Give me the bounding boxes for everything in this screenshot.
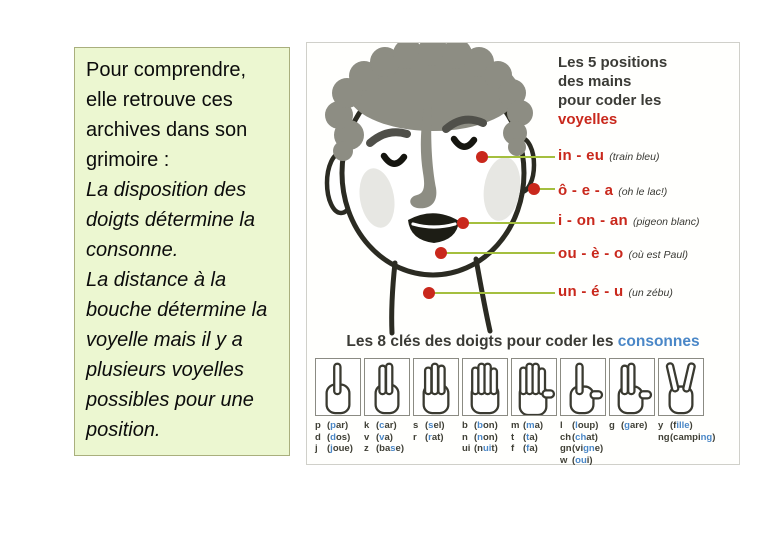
vowel-position-row (558, 182, 667, 200)
hand-key-entry (560, 455, 606, 467)
vowels-title-line: Les 5 positions (558, 54, 668, 71)
hand-shape-index-up-icon (316, 360, 360, 415)
hand-card (560, 358, 606, 466)
hand-card (413, 358, 459, 466)
hand-key-entry (658, 420, 704, 432)
hand-shape-box (609, 358, 655, 416)
hand-shape-index-thumb-icon (561, 360, 605, 415)
hand-word: (sel) (425, 420, 445, 431)
hand-key-entry (462, 420, 508, 432)
hand-key-entry (364, 420, 410, 432)
vowel-label: i - on - an (558, 212, 628, 229)
hand-labels (462, 420, 508, 455)
hand-labels (560, 420, 606, 466)
hand-key-entry (315, 432, 361, 444)
vowels-title-line: des mains (558, 73, 632, 90)
hand-card (364, 358, 410, 466)
hand-shape-four-fingers-icon (463, 360, 507, 415)
hand-labels (413, 420, 459, 443)
hand-key: g (609, 420, 615, 431)
vowel-hint: (un zébu) (628, 287, 673, 299)
hand-word: (oui) (572, 454, 593, 466)
hand-key: w (560, 454, 568, 466)
hand-key-entry (560, 420, 606, 432)
vowel-label: in - eu (558, 147, 605, 164)
hand-shape-box (315, 358, 361, 416)
hand-card (315, 358, 361, 466)
vowels-title-accent: voyelles (558, 111, 618, 128)
hand-shape-box (560, 358, 606, 416)
hand-shape-two-fingers-icon (365, 360, 409, 415)
hand-key-entry (560, 432, 606, 444)
hand-key-entry (609, 420, 655, 432)
hand-key-entry (364, 443, 410, 455)
hand-word: (nuit) (474, 443, 498, 454)
hand-key: s (413, 420, 419, 431)
hand-card (462, 358, 508, 466)
hand-word: (gare) (621, 420, 648, 431)
hand-word: (joue) (327, 443, 353, 454)
vowel-label: ou - è - o (558, 245, 624, 262)
hand-key-entry (511, 432, 557, 444)
hand-key: m (511, 420, 520, 431)
hand-shape-three-fingers-icon (414, 360, 458, 415)
hand-shape-box (364, 358, 410, 416)
hand-word: (dos) (327, 431, 351, 443)
hand-key: k (364, 420, 370, 431)
hand-key: v (364, 431, 370, 443)
vowel-hint: (pigeon blanc) (632, 216, 700, 228)
hand-word: (par) (327, 420, 349, 431)
vowel-hint: (train bleu) (609, 151, 660, 163)
hand-word: (camping) (670, 431, 716, 443)
hand-key: f (511, 443, 515, 454)
hand-key: t (511, 431, 515, 443)
hand-shape-box (511, 358, 557, 416)
hand-card (609, 358, 655, 466)
hand-word: (rat) (425, 431, 444, 443)
hand-key: ui (462, 443, 471, 454)
hand-word: (car) (376, 420, 397, 431)
hand-labels (609, 420, 655, 432)
hand-labels (511, 420, 557, 455)
note-paragraph-italic-2: La distance à la bouche détermine la voyelle mais il y a plusieurs voyelles possibles pour une position. (86, 269, 268, 441)
vowel-position-row (558, 147, 659, 165)
consonants-title (307, 333, 739, 351)
hand-key-entry (511, 443, 557, 455)
hand-shape-v-fingers-icon (659, 360, 703, 415)
hand-key: gn (560, 443, 572, 454)
hand-word: (fille) (670, 420, 693, 431)
hand-key-entry (560, 443, 606, 455)
vowels-title (558, 53, 667, 129)
hand-key-entry (364, 432, 410, 444)
vowel-position-row (558, 212, 700, 230)
note-box (74, 47, 290, 456)
vowel-position-row (558, 283, 673, 301)
vowel-hint: (oh le lac!) (618, 186, 668, 198)
hand-word: (chat) (572, 431, 598, 443)
hand-card (658, 358, 716, 466)
hand-labels (364, 420, 410, 455)
hand-key-entry (462, 443, 508, 455)
vowel-label: un - é - u (558, 283, 624, 300)
hand-key-entry (315, 443, 361, 455)
hand-key-entry (413, 432, 459, 444)
hand-word: (ma) (523, 420, 544, 431)
hand-key-entry (462, 432, 508, 444)
hand-word: (base) (376, 443, 404, 454)
hand-shape-two-fingers-thumb-icon (610, 360, 654, 415)
note-paragraph-italic-1: La disposition des doigts détermine la consonne. (86, 179, 255, 261)
vowels-title-line: pour coder les (558, 92, 662, 109)
hand-word: (loup) (572, 420, 599, 431)
hand-word: (non) (474, 431, 498, 443)
hand-key: j (315, 443, 318, 454)
hand-key-entry (658, 431, 716, 444)
hand-key: z (364, 443, 369, 454)
hand-word: (fa) (523, 443, 538, 454)
hand-key: ch (560, 431, 572, 443)
consonants-title-accent: consonnes (617, 333, 700, 350)
hand-key: r (413, 431, 417, 443)
hand-key: b (462, 420, 468, 431)
hand-word: (bon) (474, 420, 498, 431)
hand-key: n (462, 431, 468, 443)
diagram-panel (306, 42, 740, 465)
hand-key-entry (315, 420, 361, 432)
face-illustration (307, 43, 559, 343)
hand-key-entry (511, 420, 557, 432)
hand-word: (va) (376, 431, 393, 443)
vowel-label: ô - e - a (558, 182, 614, 199)
hand-key: l (560, 420, 563, 431)
hand-labels (315, 420, 361, 455)
hand-shape-box (413, 358, 459, 416)
vowel-position-row (558, 245, 688, 263)
hand-word: (ta) (523, 431, 538, 443)
hand-shape-box (658, 358, 704, 416)
note-paragraph-normal: Pour comprendre, elle retrouve ces archives dans son grimoire : (86, 59, 248, 171)
hand-keys-row (315, 358, 716, 466)
hand-key-entry (413, 420, 459, 432)
hand-key: y (658, 420, 664, 431)
hand-card (511, 358, 557, 466)
hand-shape-box (462, 358, 508, 416)
hand-key: ng (658, 431, 670, 443)
hand-key: p (315, 420, 321, 431)
hand-shape-open-hand-thumb-icon (512, 360, 556, 415)
hand-labels (658, 420, 716, 443)
consonants-title-text: Les 8 clés des doigts pour coder les (346, 333, 614, 350)
vowel-hint: (où est Paul) (628, 249, 689, 261)
hand-word: (vigne) (572, 443, 604, 454)
hand-key: d (315, 431, 321, 443)
